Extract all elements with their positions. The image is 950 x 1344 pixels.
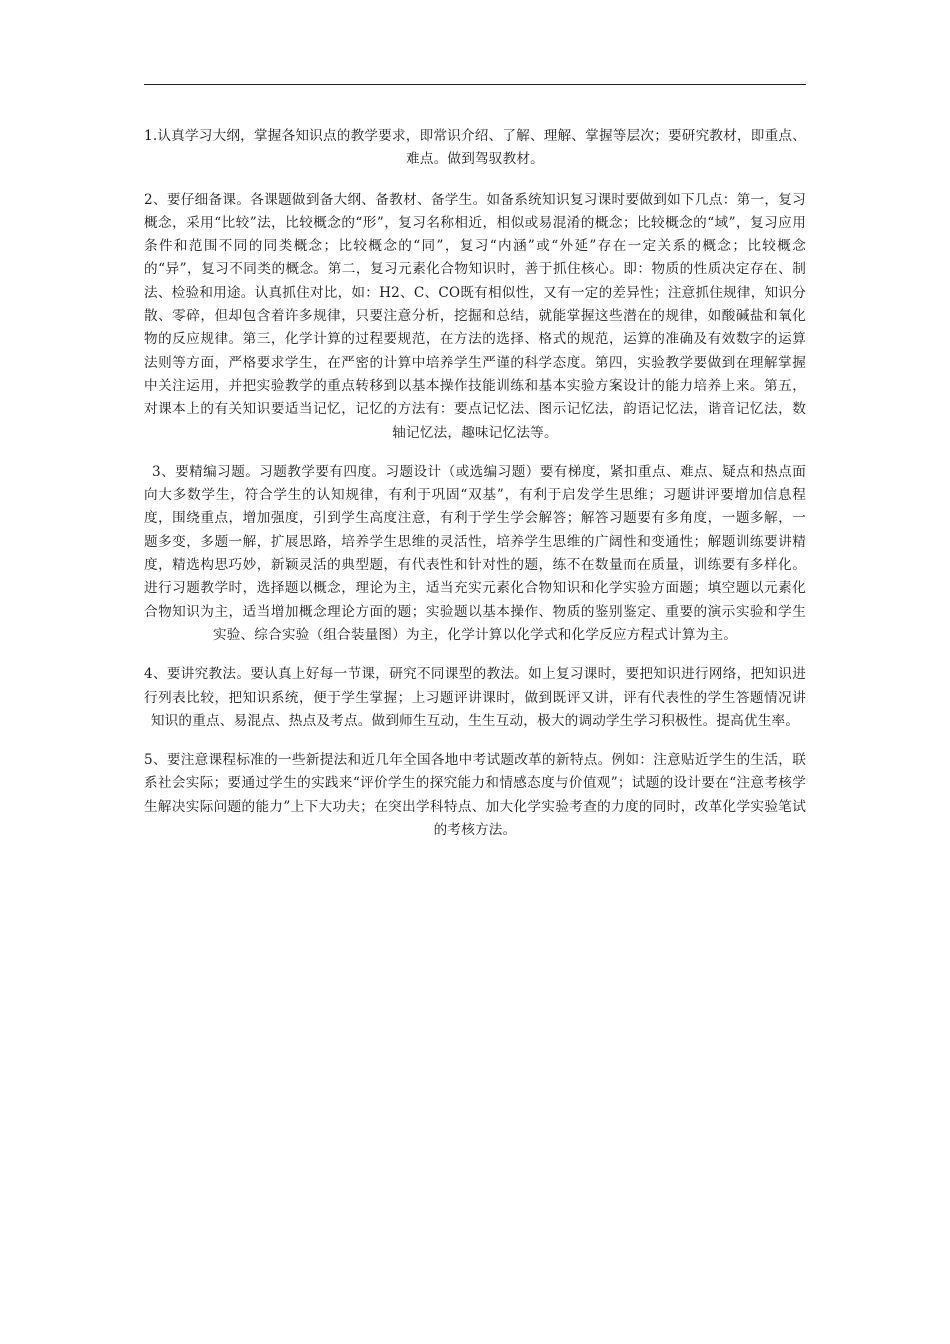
paragraph-2: 2、要仔细备课。各课题做到备大纲、备教材、备学生。如备系统知识复习课时要做到如下几点：第一，复习概念，采用“比较”法，比较概念的“形”，复习名称相近，相似或易混淆的概念；比较概念的“域”，复习应用条件和范围不同的同类概念；比较概念的“同”，复习“内涵”或“外延”存在一定关系的概念；比较概念的“异”，复习不同类的概念。第二，复习元素化合物知识时，善于抓住核心。即：物质的性质决定存在、制法、检验和用途。认真抓住对比，如：H2、C、CO既有相似性，又有一定的差异性；注意抓住规律，知识分散、零碎，但却包含着许多规律，只要注意分析，挖掘和总结，就能掌握这些潜在的规律，如酸碱盐和氧化物的反应规律。第三，化学计算的过程要规范，在方法的选择、格式的规范，运算的准确及有效数字的运算法则等方面，严格要求学生，在严密的计算中培养学生严谨的科学态度。第四，实验教学要做到在理解掌握中关注运用，并把实验教学的重点转移到以基本操作技能训练和基本实验方案设计的能力培养上来。第五，对课本上的有关知识要适当记忆，记忆的方法有：要点记忆法、图示记忆法，韵语记忆法，谐音记忆法，数轴记忆法，趣味记忆法等。 xyxy=(144,191,806,441)
paragraph-1: 1.认真学习大纲，掌握各知识点的教学要求，即常识介绍、了解、理解、掌握等层次；要研究教材，即重点、难点。做到驾驭教材。 xyxy=(144,128,806,168)
header-rule xyxy=(144,84,806,85)
paragraph-5: 5、要注意课程标准的一些新提法和近几年全国各地中考试题改革的新特点。例如：注意贴近学生的生活，联系社会实际；要通过学生的实践来“评价学生的探究能力和情感态度与价值观”；试题的设计要在“注意考核学生解决实际问题的能力”上下大功夫；在突出学科特点、加大化学实验考查的力度的同时，改革化学实验笔试的考核方法。 xyxy=(144,752,806,839)
paragraph-4: 4、要讲究教法。要认真上好每一节课，研究不同课型的教法。如上复习课时，要把知识进行网络，把知识进行列表比较，把知识系统，便于学生掌握；上习题评讲课时，做到既评又讲，评有代表性的学生答题情况讲知识的重点、易混点、热点及考点。做到师生互动，生生互动，极大的调动学生学习积极性。提高优生率。 xyxy=(144,666,806,729)
document-body xyxy=(144,125,806,856)
paragraph-3: 3、要精编习题。习题教学要有四度。习题设计（或选编习题）要有梯度，紧扣重点、难点、疑点和热点面向大多数学生，符合学生的认知规律，有利于巩固“双基”，有利于启发学生思维；习题讲评要增加信息程度，围绕重点，增加强度，引到学生高度注意，有利于学生学会解答；解答习题要有多角度，一题多解，一题多变，多题一解，扩展思路，培养学生思维的灵活性，培养学生思维的广阔性和变通性；解题训练要讲精度，精选构思巧妙，新颖灵活的典型题，有代表性和针对性的题，练不在数量而在质量，训练要有多样化。进行习题教学时，选择题以概念，理论为主，适当充实元素化合物知识和化学实验方面题；填空题以元素化合物知识为主，适当增加概念理论方面的题；实验题以基本操作、物质的鉴别鉴定、重要的演示实验和学生实验、综合实验（组合装量图）为主，化学计算以化学式和化学反应方程式计算为主。 xyxy=(144,463,806,643)
